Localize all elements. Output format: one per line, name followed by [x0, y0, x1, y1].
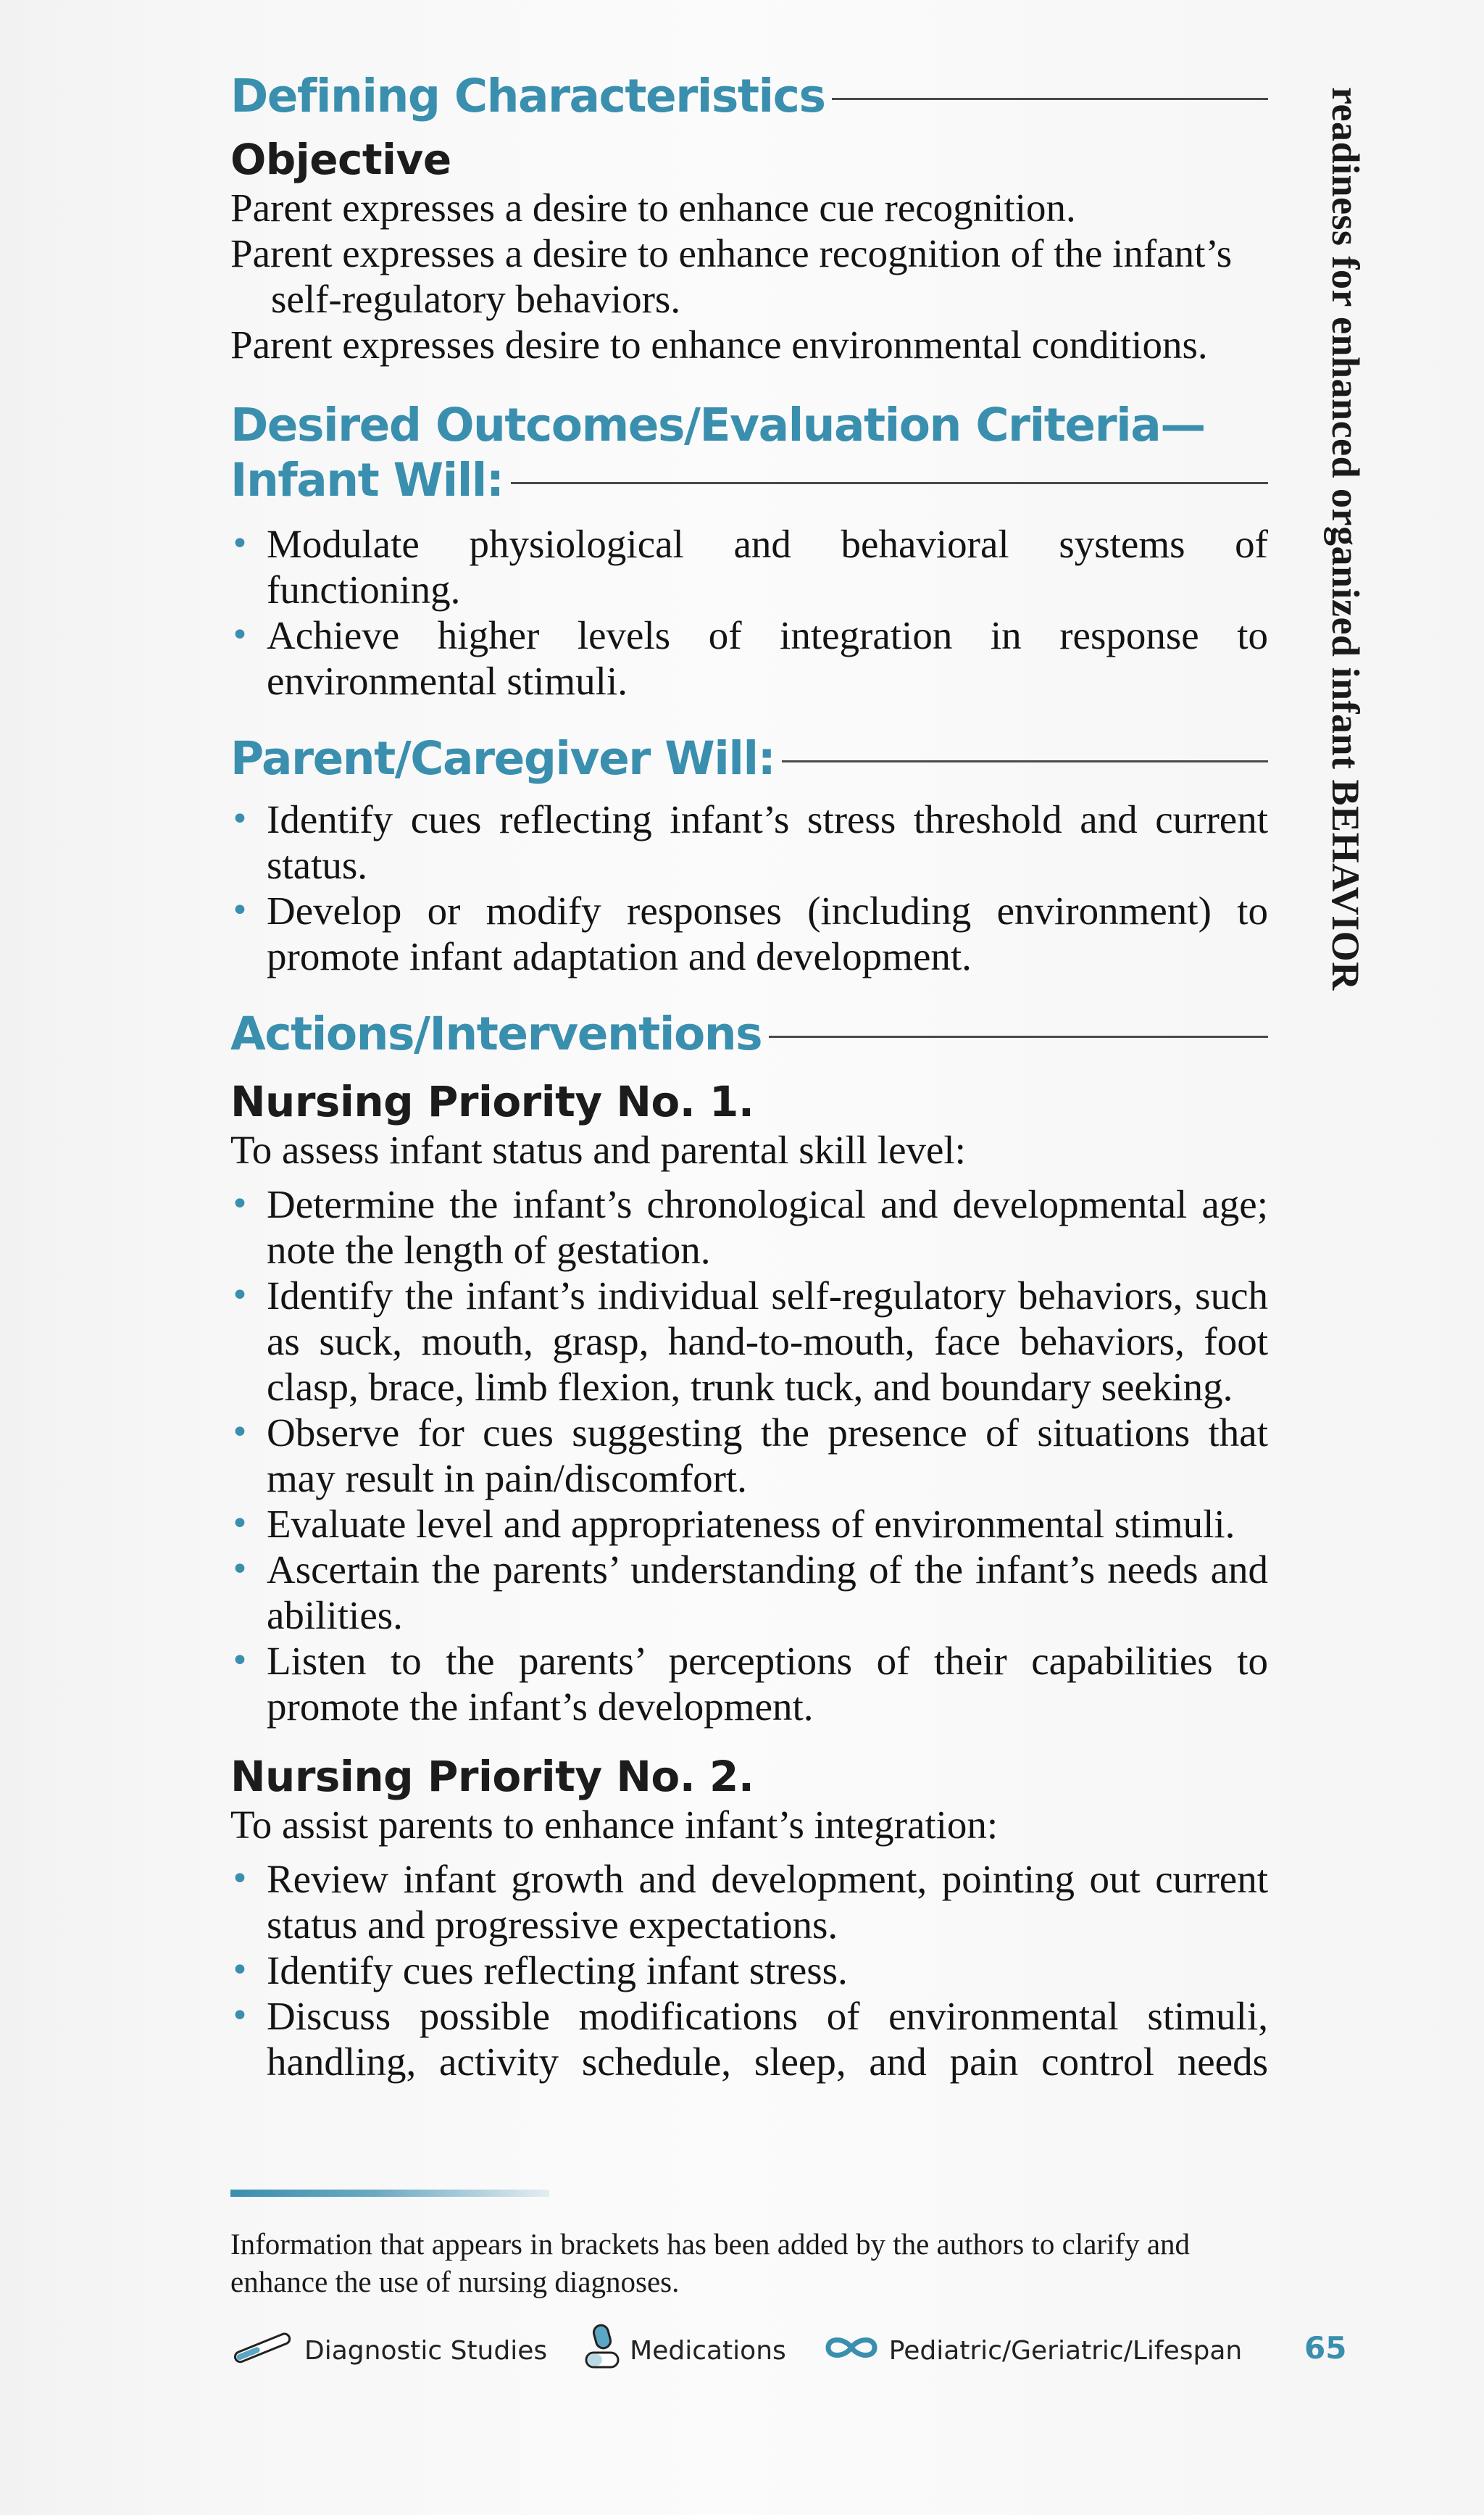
list-item: • Identify cues reflecting infant stress.	[230, 1947, 1268, 1993]
actions-interventions-heading	[230, 1007, 1268, 1062]
legend-label: Pediatric/Geriatric/Lifespan	[888, 2335, 1243, 2366]
list-item: • Ascertain the parents’ understanding of the infant’s needs and abilities.	[230, 1547, 1268, 1638]
page-content	[230, 69, 1268, 2084]
heading-rule	[832, 98, 1268, 100]
list-item: • Develop or modify responses (including environment) to promote infant adaptation and development.	[230, 888, 1268, 979]
heading-rule	[511, 482, 1268, 484]
icon-legend	[230, 2325, 1278, 2376]
nursing-priority-1-list	[230, 1181, 1268, 1729]
heading-text: Actions/Interventions	[230, 1007, 762, 1060]
heading-text: Parent/Caregiver Will:	[230, 732, 775, 785]
nursing-priority-1-intro: To assess infant status and parental skill level:	[230, 1128, 966, 1172]
parent-caregiver-heading	[230, 731, 1268, 786]
desired-outcomes-heading	[230, 398, 1268, 508]
defining-characteristics-heading	[230, 69, 1268, 124]
heading-line-2-wrap	[230, 453, 1268, 508]
heading-line-2: Infant Will:	[230, 454, 504, 507]
list-item: • Review infant growth and development, pointing out current status and progressive expectations.	[230, 1856, 1268, 1947]
nursing-priority-2-heading: Nursing Priority No. 2.	[230, 1752, 754, 1801]
legend-medications	[583, 2322, 786, 2379]
infinity-icon	[822, 2333, 889, 2369]
list-item: • Identify the infant’s individual self-regulatory behaviors, such as suck, mouth, grasp, hand-to-mouth, face behaviors, foot clasp, brace, limb flexion, trunk tuck, and boundary seeking.	[230, 1273, 1268, 1410]
footnote-divider	[230, 2190, 549, 2197]
nursing-priority-2-intro: To assist parents to enhance infant’s integration:	[230, 1803, 999, 1847]
characteristic-line: Parent expresses a desire to enhance recognition of the infant’s self-regulatory behaviors.	[230, 231, 1233, 321]
page-number: 65	[1304, 2330, 1347, 2366]
list-item: • Evaluate level and appropriateness of environmental stimuli.	[230, 1501, 1268, 1547]
infant-outcomes-list	[230, 521, 1268, 704]
objective-heading: Objective	[230, 135, 451, 184]
pill-bottle-icon	[583, 2322, 630, 2379]
diagnostic-tube-icon	[230, 2329, 304, 2372]
footnote: Information that appears in brackets has been added by the authors to clarify and enhance the use of nursing diagnoses.	[230, 2227, 1191, 2298]
list-item: • Modulate physiological and behavioral systems of functioning.	[230, 521, 1268, 612]
list-item: • Determine the infant’s chronological and developmental age; note the length of gestation.	[230, 1181, 1268, 1273]
nursing-priority-2-list	[230, 1856, 1268, 2084]
characteristic-line: Parent expresses desire to enhance environmental conditions.	[230, 323, 1208, 367]
heading-line-1: Desired Outcomes/Evaluation Criteria—	[230, 399, 1205, 452]
defining-characteristics-list	[230, 185, 1268, 367]
heading-text: Defining Characteristics	[230, 70, 825, 122]
characteristic-line: Parent expresses a desire to enhance cue recognition.	[230, 186, 1076, 230]
parent-outcomes-list	[230, 797, 1268, 979]
legend-diagnostic	[230, 2329, 547, 2372]
list-item: • Observe for cues suggesting the presence of situations that may result in pain/discomfort.	[230, 1410, 1268, 1501]
side-running-title: readiness for enhanced organized infant BEHAVIOR	[1324, 87, 1367, 991]
legend-lifespan	[822, 2333, 1242, 2369]
legend-label: Diagnostic Studies	[304, 2335, 548, 2366]
legend-label: Medications	[630, 2335, 786, 2366]
list-item: • Listen to the parents’ perceptions of their capabilities to promote the infant’s development.	[230, 1638, 1268, 1729]
heading-rule	[782, 760, 1268, 762]
list-item: • Identify cues reflecting infant’s stress threshold and current status.	[230, 797, 1268, 888]
heading-rule	[769, 1036, 1268, 1038]
nursing-priority-1-heading: Nursing Priority No. 1.	[230, 1077, 754, 1126]
list-item: • Achieve higher levels of integration in response to environmental stimuli.	[230, 612, 1268, 704]
list-item: • Discuss possible modifications of environmental stimuli, handling, activity schedule, sleep, and pain control needs	[230, 1993, 1268, 2084]
